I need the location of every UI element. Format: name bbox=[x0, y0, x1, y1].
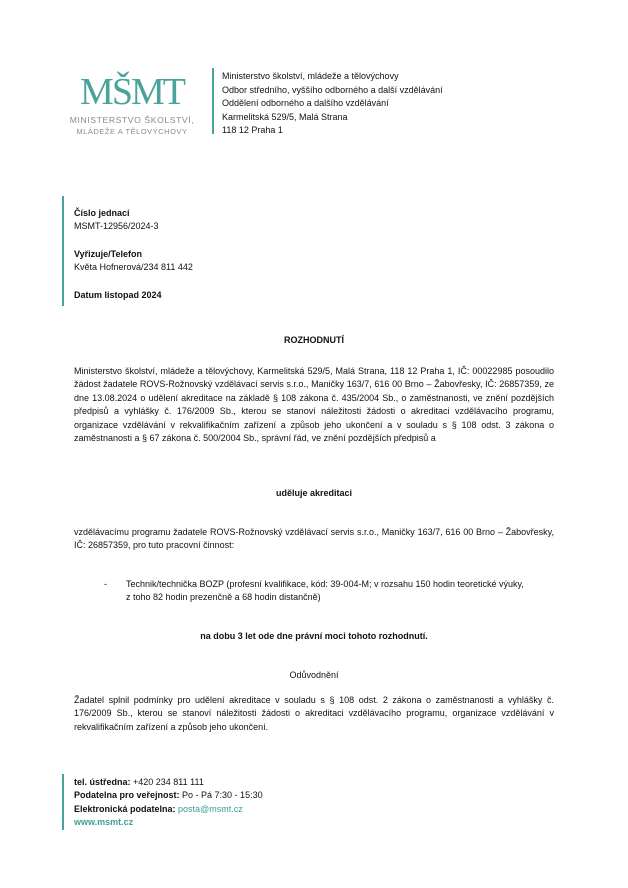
handler-value: Květa Hofnerová/234 811 442 bbox=[74, 262, 193, 273]
sender-line: Odbor středního, vyššího odborného a další vzdělávání bbox=[222, 84, 443, 95]
footer-office-hours bbox=[74, 789, 474, 802]
footer-email bbox=[74, 803, 474, 816]
decision-intro: Ministerstvo školství, mládeže a tělovýchovy, Karmelitská 529/5, Malá Strana, 118 12 Praha 1, IČ: 00022985 posoudilo žádost žadatele ROVS-Rožnovský vzdělávací servis s.r.o., Maničky 163/7, 616 00 Brno – Žabovřesky, IČ: 26857359, ze dne 13.08.2024 o udělení akreditace na základě § 108 zákona č. 435/2004 Sb., o zaměstnanosti, ve znění pozdějších předpisů a vyhlášky č. 176/2009 Sb., kterou se stanoví náležitosti žádosti o akreditaci vzdělávacího programu, organizace vzdělávání v rekvalifikačním zařízení a způsob jeho ukončení a v souladu s § 108 odst. 3 zákona o zaměstnanosti a § 67 zákona č. 500/2004 Sb., správní řád, ve znění pozdějších předpisů a bbox=[74, 366, 554, 444]
logo-mark-text: MŠMT bbox=[80, 71, 184, 110]
email-label: Elektronická podatelna: bbox=[74, 803, 176, 814]
header-divider bbox=[212, 68, 214, 134]
reasoning-title: Odůvodnění bbox=[289, 670, 339, 680]
meta-divider bbox=[62, 196, 64, 306]
bullet-line: z toho 82 hodin prezenčně a 68 hodin distančně) bbox=[126, 592, 321, 603]
decision-title: ROZHODNUTÍ bbox=[284, 335, 344, 345]
phone-label: tel. ústředna: bbox=[74, 777, 131, 787]
office-value: Po - Pá 7:30 - 15:30 bbox=[179, 790, 263, 801]
logo-subtitle-line2: MLÁDEŽE A TĚLOVÝCHOVY bbox=[76, 127, 188, 136]
handler-block bbox=[74, 248, 554, 275]
sender-line: Karmelitská 529/5, Malá Strana bbox=[222, 111, 348, 122]
msmt-logo-mark bbox=[57, 68, 207, 110]
ministry-logo bbox=[57, 68, 207, 138]
phone-value: +420 234 811 111 bbox=[130, 777, 204, 787]
bullet-line: Technik/technička BOZP (profesní kvalifikace, kód: 39-004-M; v rozsahu 150 hodin teoretické výuky, bbox=[126, 579, 524, 589]
sender-address bbox=[222, 70, 602, 138]
reference-block bbox=[74, 207, 554, 234]
handler-label: Vyřizuje/Telefon bbox=[74, 249, 143, 259]
sender-line: Ministerstvo školství, mládeže a tělovýchovy bbox=[222, 71, 399, 81]
logo-subtitle-line1: MINISTERSTVO ŠKOLSTVÍ, bbox=[69, 115, 195, 125]
footer-phone bbox=[74, 776, 474, 789]
sender-line: Oddělení odborného a dalšího vzdělávání bbox=[222, 98, 389, 109]
sender-line: 118 12 Praha 1 bbox=[222, 125, 283, 136]
office-label: Podatelna pro veřejnost: bbox=[74, 790, 180, 801]
duration-line: na dobu 3 let ode dne právní moci tohoto rozhodnutí. bbox=[200, 631, 428, 641]
footer-divider bbox=[62, 774, 64, 830]
reference-value: MSMT-12956/2024-3 bbox=[74, 221, 159, 232]
reasoning-text: Žadatel splnil podmínky pro udělení akreditace v souladu s § 108 odst. 2 zákona o zaměstnanosti a vyhlášky č. 176/2009 Sb., kterou se stanoví náležitosti žádosti o akreditaci vzdělávacího programu, organizace vzdělávání v rekvalifikačním zařízení a způsob jeho ukončení. bbox=[74, 695, 554, 732]
website-link[interactable]: www.msmt.cz bbox=[74, 817, 134, 828]
reference-label: Číslo jednací bbox=[74, 208, 130, 218]
footer-contacts bbox=[74, 776, 474, 830]
program-paragraph: vzdělávacímu programu žadatele ROVS-Rožnovský vzdělávací servis s.r.o., Maničky 163/7, 616 00 Brno – Žabovřesky, IČ: 26857359, pro tuto pracovní činnost: bbox=[74, 527, 554, 551]
grant-heading: uděluje akreditaci bbox=[275, 488, 353, 498]
email-link[interactable]: posta@msmt.cz bbox=[178, 803, 243, 814]
date-line: Datum listopad 2024 bbox=[74, 290, 162, 300]
bullet-item bbox=[126, 578, 566, 605]
bullet-dash: - bbox=[104, 579, 107, 589]
